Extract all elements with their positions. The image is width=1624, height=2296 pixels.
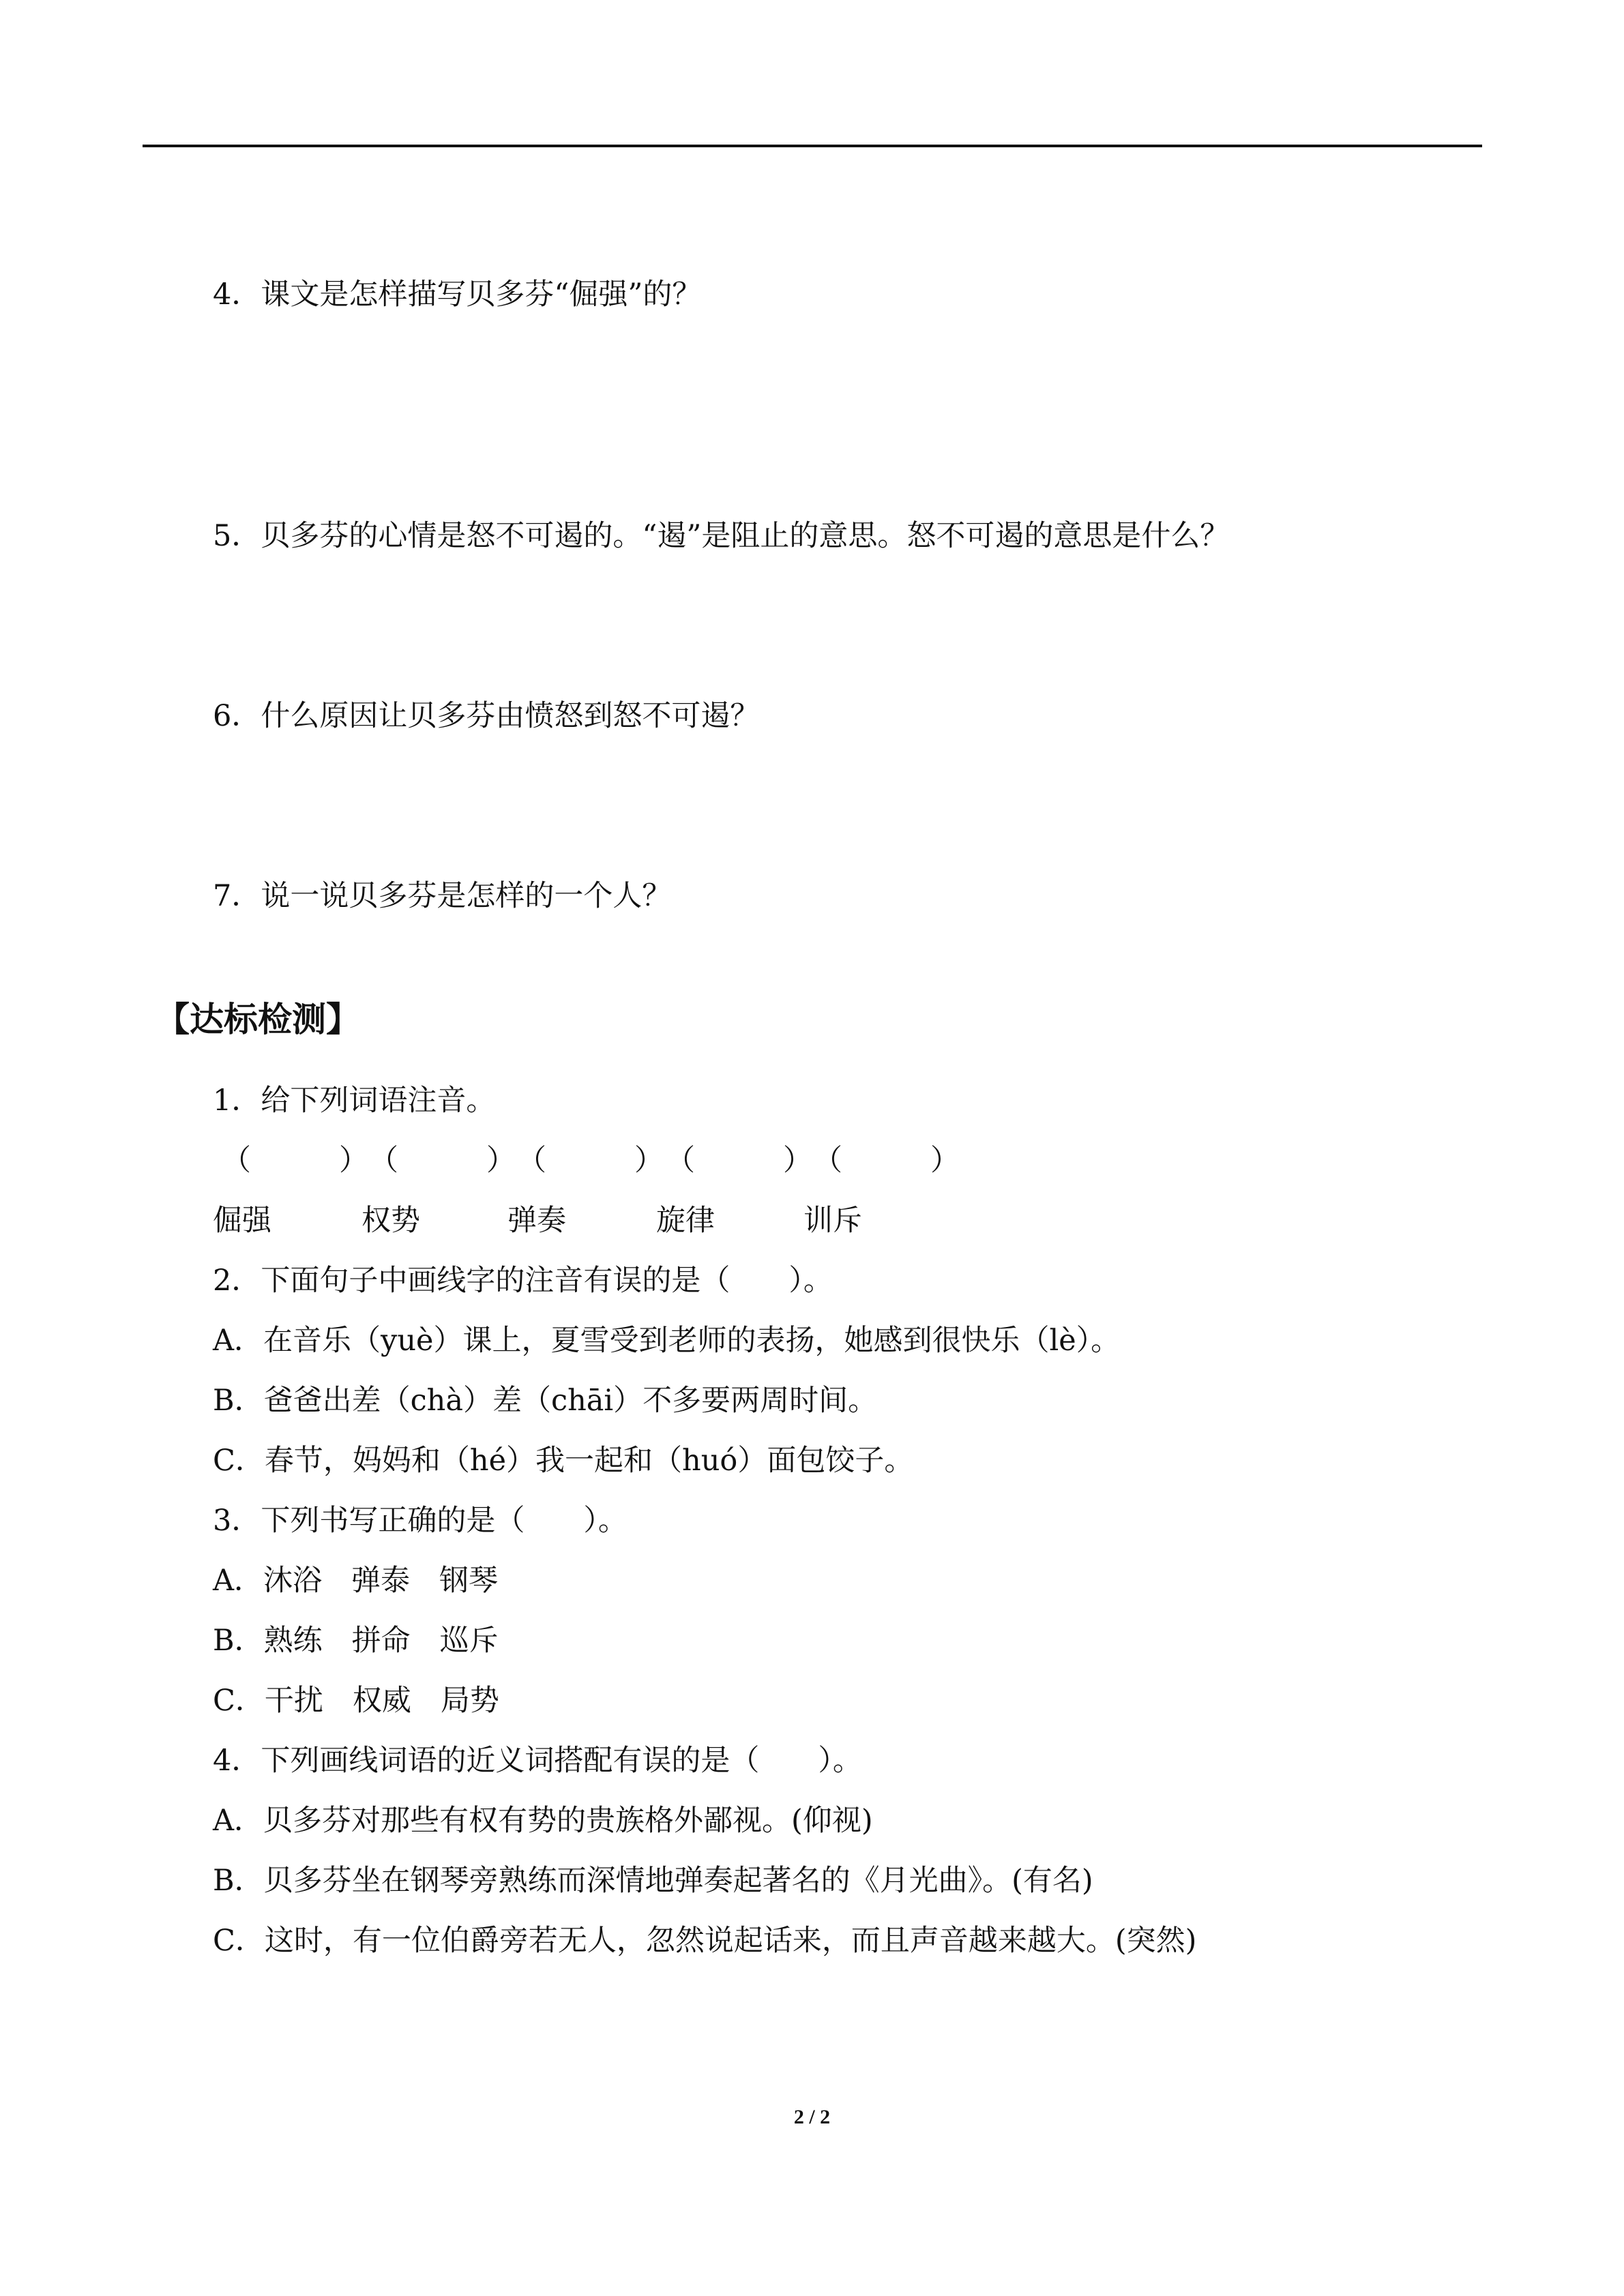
test-4-option-b: B．贝多芬坐在钢琴旁熟练而深情地弹奏起著名的《月光曲》。(有名) — [213, 1864, 1093, 1898]
word-item: 权势 — [361, 1204, 420, 1238]
question-6: 6．什么原因让贝多芬由愤怒到怒不可遏？ — [213, 699, 760, 733]
question-5: 5．贝多芬的心情是怒不可遏的。“遏”是阻止的意思。怒不可遏的意思是什么？ — [213, 519, 1230, 553]
test-question-2: 2．下面句子中画线字的注音有误的是（ ）。 — [213, 1264, 833, 1298]
test-3-option-a: A．沐浴 弹泰 钢琴 — [213, 1564, 499, 1598]
word-item: 弹奏 — [507, 1204, 566, 1238]
test-question-4: 4．下列画线词语的近义词搭配有误的是（ ）。 — [213, 1744, 862, 1778]
page-number: 2 / 2 — [793, 2106, 831, 2128]
test-question-1: 1．给下列词语注音。 — [213, 1084, 496, 1118]
question-7: 7．说一说贝多芬是怎样的一个人？ — [213, 879, 672, 913]
pinyin-blank: （ ） — [222, 1144, 368, 1178]
pinyin-blank: （ ） — [369, 1144, 516, 1178]
test-2-option-b: B．爸爸出差（chà）差（chāi）不多要两周时间。 — [213, 1384, 878, 1418]
test-3-option-b: B．熟练 拼命 巡斥 — [213, 1624, 499, 1658]
pinyin-blank: （ ） — [813, 1144, 960, 1178]
test-3-option-c: C．干扰 权威 局势 — [213, 1684, 499, 1718]
header-rule — [143, 145, 1482, 147]
test-4-option-a: A．贝多芬对那些有权有势的贵族格外鄙视。(仰视) — [213, 1804, 873, 1838]
word-item: 旋律 — [656, 1204, 715, 1238]
question-4: 4．课文是怎样描写贝多芬“倔强”的？ — [213, 278, 702, 312]
pinyin-blank: （ ） — [666, 1144, 812, 1178]
word-item: 训斥 — [803, 1204, 862, 1238]
test-question-3: 3．下列书写正确的是（ ）。 — [213, 1504, 628, 1538]
pinyin-blank: （ ） — [517, 1144, 664, 1178]
test-4-option-c: C．这时，有一位伯爵旁若无人，忽然说起话来，而且声音越来越大。(突然) — [213, 1924, 1197, 1958]
word-item: 倔强 — [213, 1204, 271, 1238]
test-2-option-c: C．春节，妈妈和（hé）我一起和（huó）面包饺子。 — [213, 1444, 914, 1478]
test-2-option-a: A．在音乐（yuè）课上，夏雪受到老师的表扬，她感到很快乐（lè）。 — [213, 1324, 1121, 1358]
section-title: 【达标检测】 — [156, 1000, 360, 1039]
